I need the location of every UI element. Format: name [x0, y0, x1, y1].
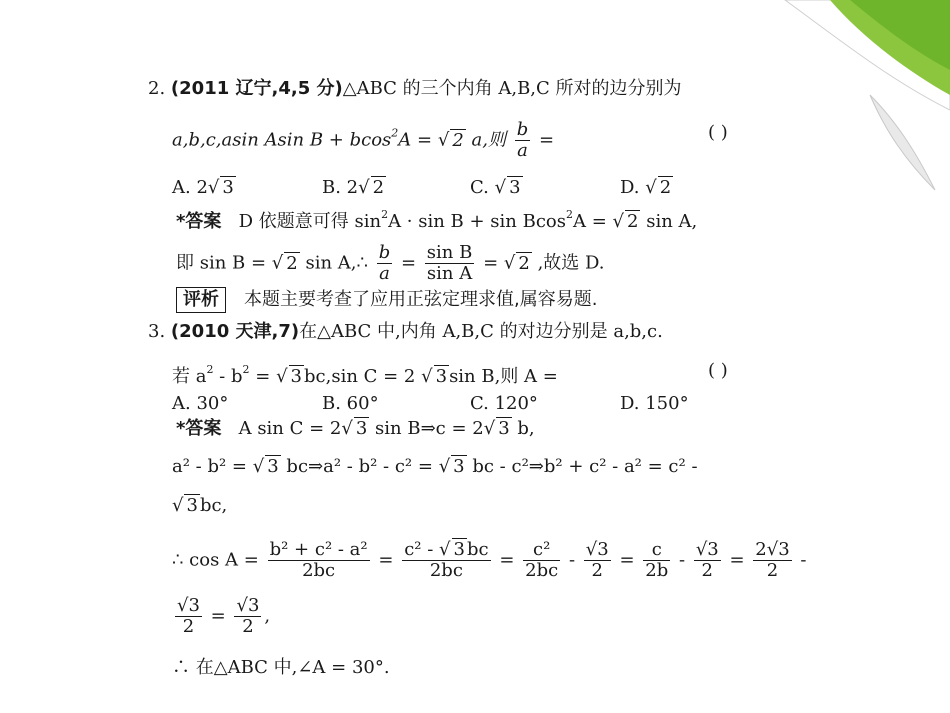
- page-curl-decoration: [690, 0, 950, 200]
- frac-root3-over-2-b: $\frac{√3}{2}$: [695, 539, 719, 581]
- q2-option-c: C. √ 3: [470, 177, 521, 198]
- q3-line2: 若 $a^2 - b^2$ = √ 3 bc,sin C = 2 √ 3 sin B,则 A =: [172, 363, 558, 387]
- frac-substituted: $\frac{\text{c² - √ 3 bc}}{2bc}$: [404, 539, 489, 581]
- q3-option-b: B. 60°: [322, 393, 379, 414]
- q3-step1: a² - b² = √ 3 bc⇒a² - b² - c² = √ 3 bc - c²⇒b² + c² - a² = c² -: [172, 456, 698, 477]
- q2-frac-sinb-over-sina: $\frac{\text{sin B}}{\text{sin A}}$: [426, 242, 473, 284]
- q3-option-a: A. 30°: [172, 393, 229, 414]
- q2-answer-paren: ( ): [708, 122, 728, 143]
- q2-option-d: D. √ 2: [620, 177, 672, 198]
- q2-option-b: B. 2√ 2: [322, 177, 385, 198]
- q2-line2: a,b,c,asin Asin B + bcos$^2$A = √ 2 a,则 $\frac{b}{a}$ =: [172, 119, 555, 161]
- frac-c2-over-2bc: $\frac{\text{c²}}{2bc}$: [525, 539, 559, 581]
- q2-frac-b-a: $\frac{b}{a}$: [516, 119, 529, 161]
- frac-root3-over-2-c: $\frac{√3}{2}$: [177, 595, 200, 637]
- q3-conclusion: ∴ 在△ABC 中,∠A = 30°.: [172, 657, 390, 678]
- q2-analysis: 评析 本题主要考查了应用正弦定理求值,属容易题.: [176, 287, 597, 313]
- q3-answer-paren: ( ): [708, 360, 728, 381]
- q2-line1: 2. (2011 辽宁,4,5 分)△ABC 的三个内角 A,B,C 所对的边分别为: [148, 78, 682, 99]
- frac-root3-over-2-d: $\frac{√3}{2}$: [236, 595, 260, 637]
- q3-option-d: D. 150°: [620, 393, 689, 414]
- q3-answer: *答案 A sin C = 2√ 3 sin B⇒c = 2√ 3 b,: [176, 418, 535, 439]
- frac-root3-over-2-a: $\frac{√3}{2}$: [585, 539, 609, 581]
- frac-2root3-over-2: $\frac{2√3}{2}$: [755, 539, 790, 581]
- frac-law-of-cosines: $\frac{\text{b² + c² - a²}}{2bc}$: [269, 539, 368, 581]
- q3-cos-result: $\frac{√3}{2}$ = $\frac{√3}{2}$ ,: [177, 595, 271, 637]
- q3-cos-derivation: ∴ cos A = $\frac{\text{b² + c² - a²}}{2bc}$ = $\frac{\text{c² - √ 3 bc}}{2bc}$ = $\frac{\text{c²}}{2bc}$ - $\frac{√3}{2}$ = $\frac{c}{2b}$ - $\frac{√3}{2}$ = $\frac{2√3}{2}$ -: [172, 539, 807, 581]
- q2-frac-b-over-a: $\frac{b}{a}$: [378, 242, 391, 284]
- q2-answer: *答案 D 依题意可得 $\sin^2A \cdot \sin B + \sin Bcos^2A$ = √ 2 sin A,: [176, 208, 698, 232]
- q3-step2: √ 3 bc,: [172, 495, 228, 516]
- frac-c-over-2b: $\frac{c}{2b}$: [645, 539, 669, 581]
- q2-derivation: 即 sin B = √ 2 sin A,∴ $\frac{b}{a}$ = $\frac{\text{sin B}}{\text{sin A}}$ = √ 2 ,故选 D.: [176, 242, 605, 284]
- analysis-label: 评析: [176, 287, 226, 313]
- q2-option-a: A. 2√ 3: [172, 177, 234, 198]
- q3-option-c: C. 120°: [470, 393, 538, 414]
- q3-line1: 3. (2010 天津,7)在△ABC 中,内角 A,B,C 的对边分别是 a,b,c.: [148, 321, 663, 342]
